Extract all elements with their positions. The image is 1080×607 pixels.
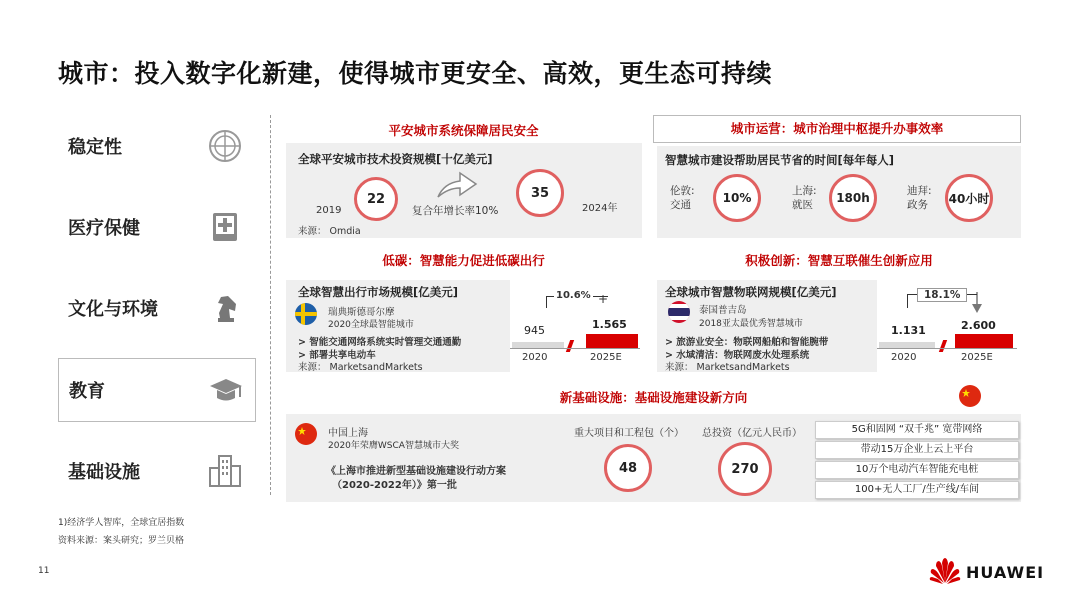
iot-chart (877, 280, 1021, 372)
panel-title: 全球智慧出行市场规模[亿美元] (298, 285, 459, 299)
investment-circle: 270 (718, 442, 772, 496)
divider (270, 115, 271, 495)
sidebar-item-label: 基础设施 (68, 462, 140, 483)
arrow-down-icon (971, 292, 983, 314)
source-note: 来源： MarketsandMarkets (665, 362, 790, 373)
metric-label: 重大项目和工程包（个） (574, 428, 684, 439)
bar-value-label: 945 (524, 324, 545, 337)
buildings-icon (206, 452, 244, 490)
sidebar-item-label: 教育 (69, 381, 105, 402)
bar-2025e (586, 334, 638, 348)
bullet-item: > 部署共享电动车 (298, 350, 376, 361)
growth-arrow-icon (436, 167, 478, 201)
bar-value-label: 1.565 (592, 318, 627, 331)
growth-rate: 18.1% (917, 288, 967, 302)
plus-sign: + (598, 292, 609, 306)
panel-title: 全球城市智慧物联网规模[亿美元] (665, 285, 837, 299)
panel-title: 全球平安城市技术投资规模[十亿美元] (298, 152, 493, 166)
bar-value-label: 2.600 (961, 319, 996, 332)
sidebar-item-healthcare[interactable] (58, 196, 254, 258)
x-axis (877, 348, 1017, 349)
initiative-item: 100+无人工厂/生产线/车间 (815, 481, 1019, 499)
innovation-section-title: 积极创新：智慧互联催生创新应用 (745, 253, 933, 268)
sidebar-item-education[interactable] (58, 358, 256, 422)
projects-circle: 48 (604, 444, 652, 492)
item-label: 迪拜: 政务 (907, 185, 932, 211)
axis-break-mark (939, 340, 947, 352)
china-flag-icon (958, 384, 982, 408)
x-axis (510, 348, 640, 349)
time-saved-circle: 10% (713, 174, 761, 222)
x-tick-label: 2020 (891, 352, 917, 363)
lowcarbon-section-title: 低碳：智慧能力促进低碳出行 (382, 253, 545, 268)
safety-panel (286, 143, 642, 238)
city-note: 2020年荣膺WSCA智慧城市大奖 (328, 441, 459, 451)
china-flag-icon (294, 422, 318, 446)
time-saved-circle: 40小时 (945, 174, 993, 222)
start-year: 2019 (316, 205, 342, 216)
bar-value-label: 1.131 (891, 324, 926, 337)
item-label: 伦敦: 交通 (670, 185, 695, 211)
operations-section-title: 城市运营：城市治理中枢提升办事效率 (653, 115, 1021, 143)
sidebar-item-stability[interactable] (58, 115, 254, 177)
lowcarbon-panel (286, 280, 510, 372)
sweden-flag-icon (294, 302, 318, 326)
initiative-item: 10万个电动汽车智能充电桩 (815, 461, 1019, 479)
brand-name: HUAWEI (966, 563, 1045, 582)
city-name: 瑞典斯德哥尔摩 (328, 307, 395, 318)
safety-section-title: 平安城市系统保障居民安全 (388, 123, 539, 138)
infra-section-title: 新基础设施：基础设施建设新方向 (559, 390, 748, 405)
x-tick-label: 2025E (590, 352, 622, 363)
sidebar-item-label: 医疗保健 (68, 218, 140, 239)
page-number: 11 (38, 566, 50, 576)
innovation-panel (657, 280, 877, 372)
growth-rate: 复合年增长率10% (412, 205, 499, 217)
initiative-item: 5G和固网 “双千兆” 宽带网络 (815, 421, 1019, 439)
initiative-item: 带动15万企业上云上平台 (815, 441, 1019, 459)
huawei-logo-icon (928, 557, 962, 585)
time-saved-circle: 180h (829, 174, 877, 222)
city-name: 泰国普吉岛 (699, 305, 747, 316)
city-note: 2018亚太最优秀智慧城市 (699, 319, 803, 329)
city-name: 中国上海 (328, 428, 368, 439)
growth-rate: 10.6% (556, 290, 591, 301)
source-note: 来源： MarketsandMarkets (298, 362, 423, 373)
end-value-circle: 35 (516, 169, 564, 217)
sidebar-item-culture[interactable] (58, 277, 254, 339)
city-note: 2020全球最智能城市 (328, 320, 414, 330)
sidebar-item-label: 文化与环境 (68, 299, 158, 320)
graduation-cap-icon (207, 371, 245, 409)
footnote: 资料来源：案头研究；罗兰贝格 (58, 536, 185, 546)
axis-break-mark (566, 340, 574, 352)
thailand-flag-icon (667, 300, 691, 324)
bullet-item: > 旅游业安全：物联网船舶和智能腕带 (665, 337, 829, 348)
panel-title: 智慧城市建设帮助居民节省的时间[每年每人] (665, 153, 895, 167)
bar-2025e (955, 334, 1013, 348)
sidebar-item-infrastructure[interactable] (58, 440, 254, 502)
metric-label: 总投资（亿元人民币） (702, 428, 802, 439)
globe-icon (206, 127, 244, 165)
x-tick-label: 2020 (522, 352, 548, 363)
source-note: 来源： Omdia (298, 226, 361, 237)
bullet-item: > 智能交通网络系统实时管理交通通勤 (298, 337, 462, 348)
start-value-circle: 22 (354, 177, 398, 221)
footnote: 1)经济学人智库，全球宜居指数 (58, 518, 185, 528)
item-label: 上海: 就医 (792, 185, 817, 211)
medical-kit-icon (206, 208, 244, 246)
plan-title: 《上海市推进新型基础设施建设行动方案 (326, 466, 506, 477)
chess-knight-icon (206, 289, 244, 327)
plan-title: （2020-2022年）》第一批 (332, 480, 457, 491)
bullet-item: > 水域清洁：物联网废水处理系统 (665, 350, 810, 361)
growth-line (546, 296, 547, 308)
mobility-chart (510, 280, 642, 372)
x-tick-label: 2025E (961, 352, 993, 363)
sidebar-item-label: 稳定性 (68, 137, 122, 158)
end-year: 2024年 (582, 203, 618, 214)
page-title: 城市：投入数字化新建，使得城市更安全、高效，更生态可持续 (58, 59, 773, 88)
growth-line (907, 294, 908, 308)
operations-panel (657, 146, 1021, 238)
